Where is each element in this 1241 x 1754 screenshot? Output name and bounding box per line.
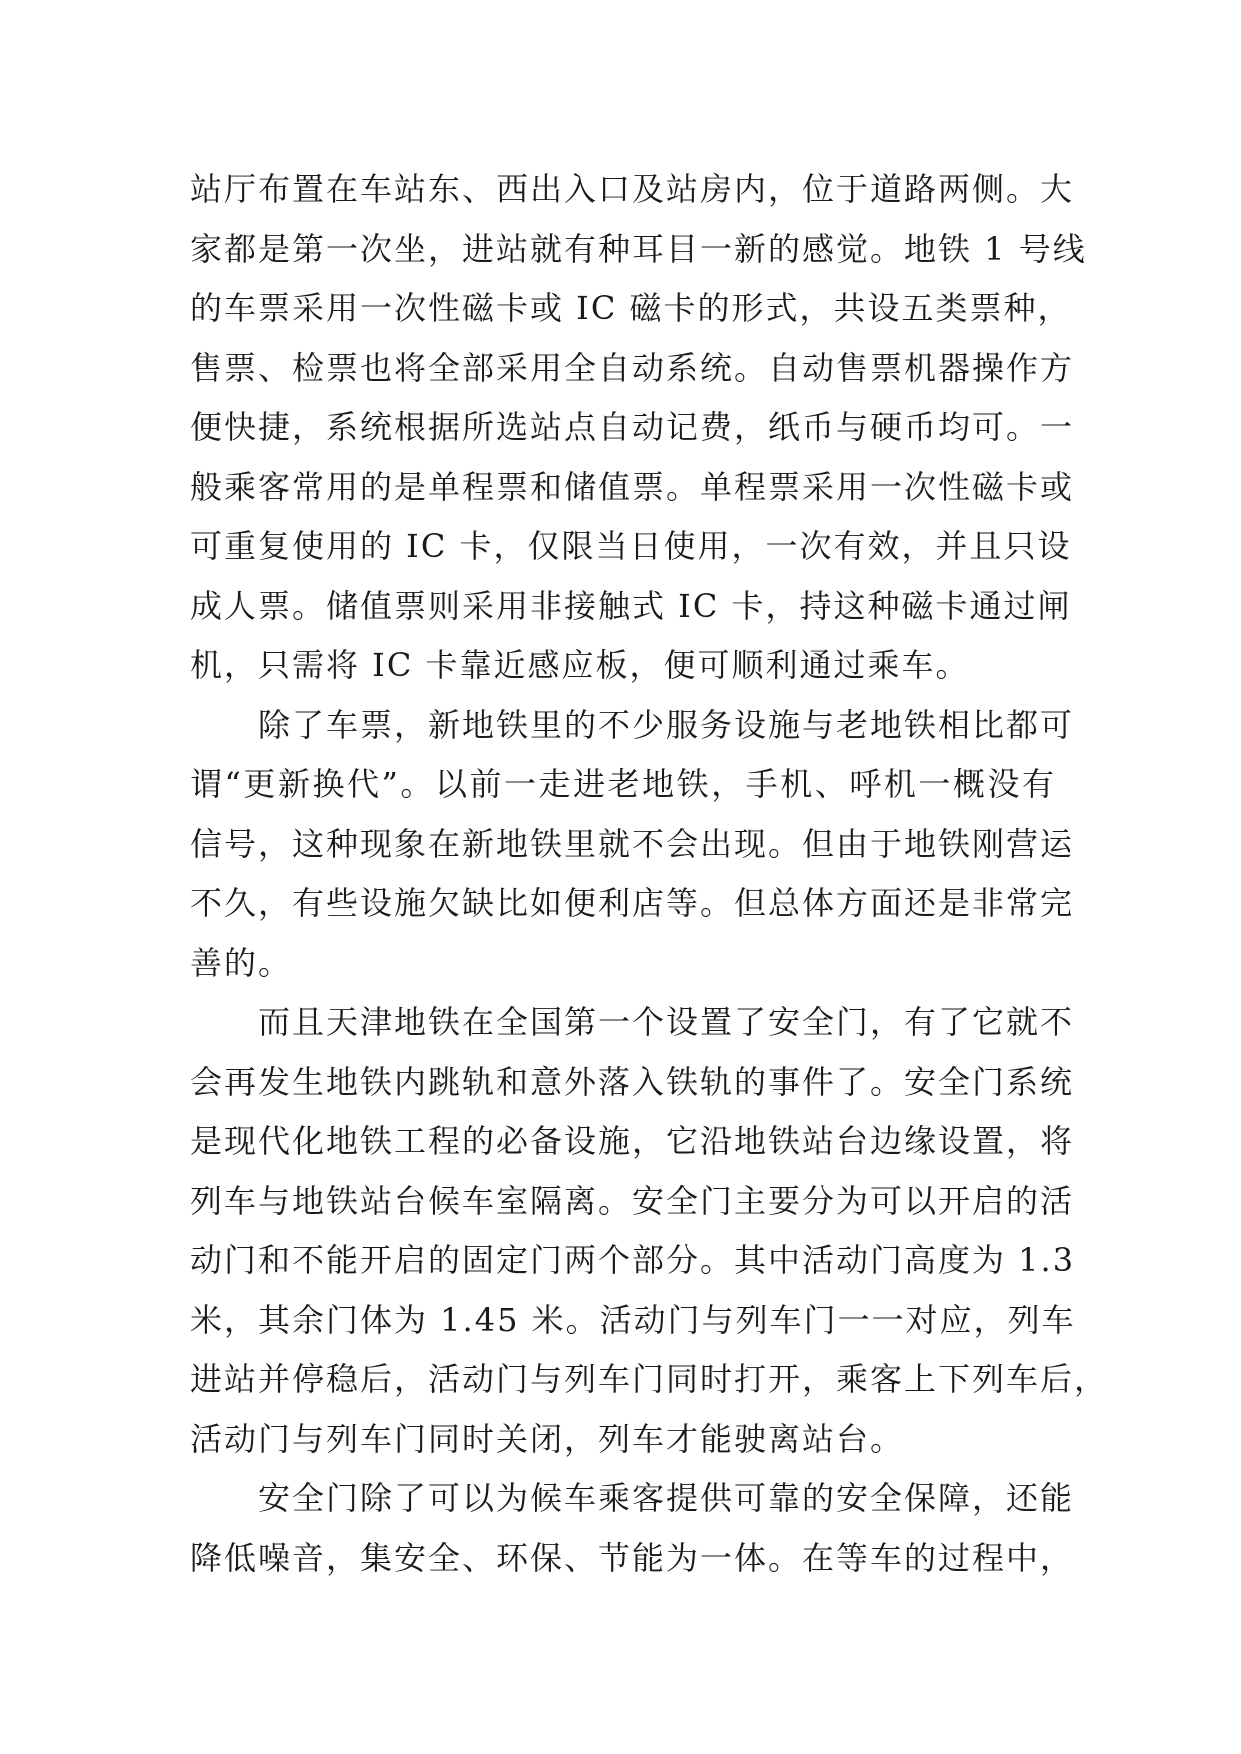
paragraph-2-line-4: 不久，有些设施欠缺比如便利店等。但总体方面还是非常完: [190, 884, 1075, 922]
paragraph-3-line-2: 会再发生地铁内跳轨和意外落入铁轨的事件了。安全门系统: [190, 1062, 1075, 1101]
paragraph-1-line-9: 机，只需将 IC 卡靠近感应板，便可顺利通过乘车。: [190, 646, 970, 684]
paragraph-1-line-4: 售票、检票也将全部采用全自动系统。自动售票机器操作方: [190, 348, 1075, 387]
paragraph-3-line-3: 是现代化地铁工程的必备设施，它沿地铁站台边缘设置，将: [190, 1122, 1075, 1160]
paragraph-3-line-5: 动门和不能开启的固定门两个部分。其中活动门高度为 1.3: [190, 1241, 1076, 1279]
paragraph-1-line-6: 般乘客常用的是单程票和储值票。单程票采用一次性磁卡或: [190, 467, 1075, 506]
paragraph-3-line-8: 活动门与列车门同时关闭，列车才能驶离站台。: [190, 1419, 905, 1458]
paragraph-2-line-3: 信号，这种现象在新地铁里就不会出现。但由于地铁刚营运: [190, 824, 1075, 863]
paragraph-2-line-5: 善的。: [190, 943, 293, 982]
paragraph-3-line-1: 而且天津地铁在全国第一个设置了安全门，有了它就不: [258, 1003, 1075, 1041]
paragraph-1-line-5: 便快捷，系统根据所选站点自动记费，纸币与硬币均可。一: [190, 408, 1075, 446]
paragraph-1-line-8: 成人票。储值票则采用非接触式 IC 卡，持这种磁卡通过闸: [190, 586, 1072, 625]
paragraph-1-line-2: 家都是第一次坐，进站就有种耳目一新的感觉。地铁 1 号线: [190, 229, 1087, 268]
paragraph-1-line-3: 的车票采用一次性磁卡或 IC 磁卡的形式，共设五类票种，: [190, 289, 1072, 327]
paragraph-1-line-7: 可重复使用的 IC 卡，仅限当日使用，一次有效，并且只设: [190, 527, 1072, 565]
paragraph-4-line-1: 安全门除了可以为候车乘客提供可靠的安全保障，还能: [258, 1479, 1075, 1517]
body-text: [190, 160, 1109, 1588]
paragraph-1-line-1: 站厅布置在车站东、西出入口及站房内，位于道路两侧。大: [190, 170, 1075, 208]
paragraph-2-line-2: 谓“更新换代”。以前一走进老地铁，手机、呼机一概没有: [190, 765, 1056, 803]
paragraph-3-line-4: 列车与地铁站台候车室隔离。安全门主要分为可以开启的活: [190, 1181, 1075, 1220]
paragraph-3-line-6: 米，其余门体为 1.45 米。活动门与列车门一一对应，列车: [190, 1300, 1076, 1339]
paragraph-4-line-2: 降低噪音，集安全、环保、节能为一体。在等车的过程中，: [190, 1538, 1075, 1577]
paragraph-3-line-7: 进站并停稳后，活动门与列车门同时打开，乘客上下列车后，: [190, 1360, 1109, 1398]
paragraph-2-line-1: 除了车票，新地铁里的不少服务设施与老地铁相比都可: [258, 705, 1075, 744]
